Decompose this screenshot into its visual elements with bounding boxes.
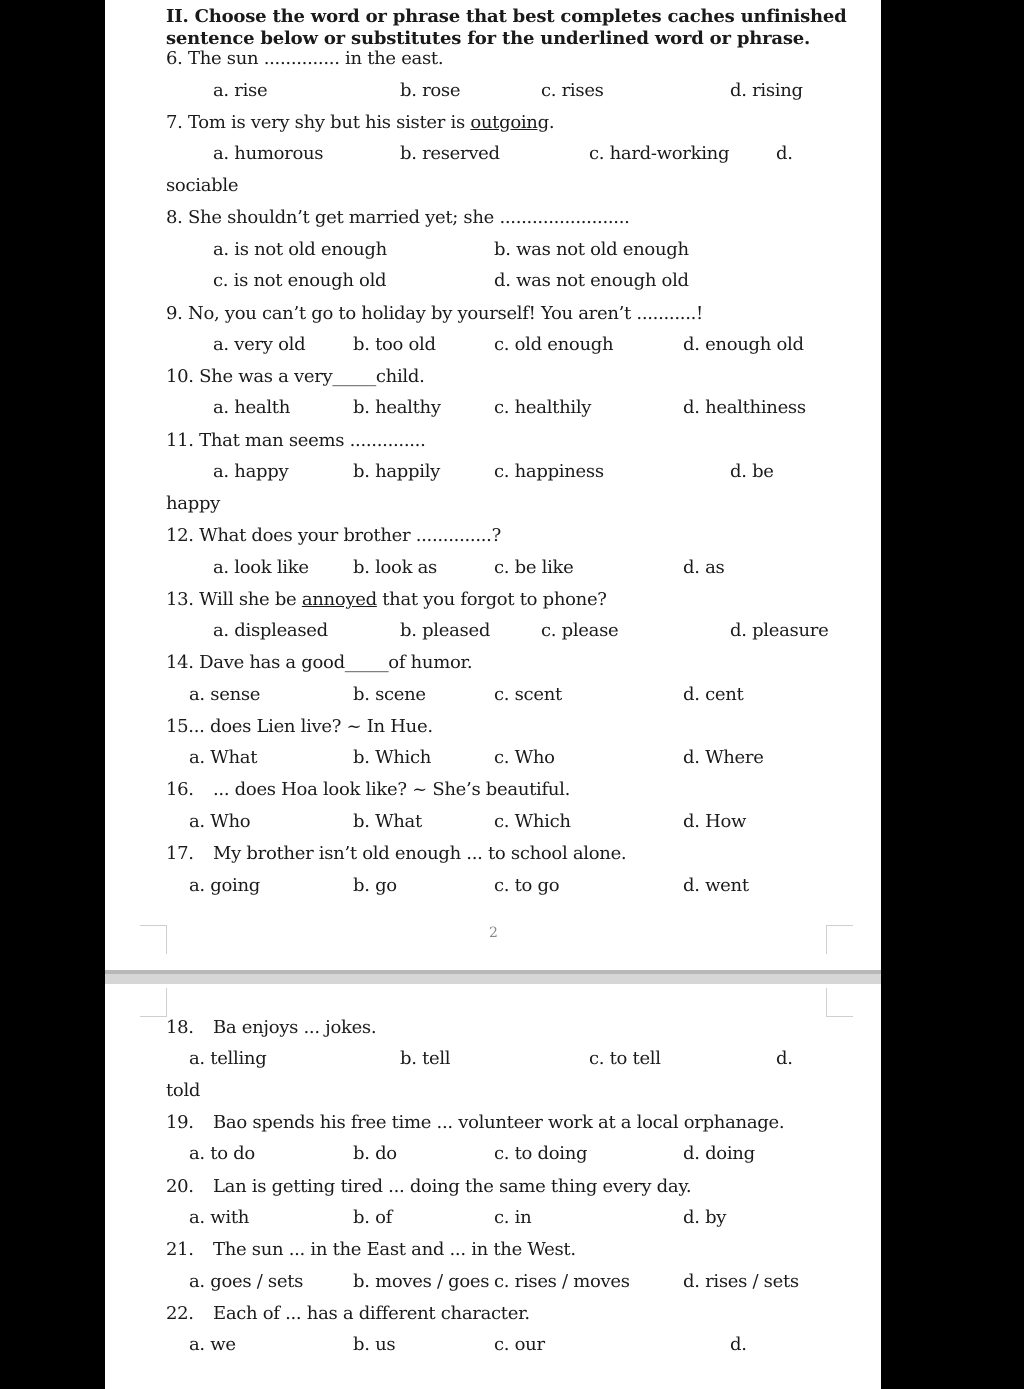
question-21-option-b[interactable]: b. moves / goes xyxy=(353,1271,490,1292)
question-16-option-a[interactable]: a. Who xyxy=(189,811,251,832)
question-15-option-b[interactable]: b. Which xyxy=(353,747,432,768)
question-10-stem: 10. She was a very_____child. xyxy=(166,366,425,387)
question-11-option-c[interactable]: c. happiness xyxy=(494,461,604,482)
question-13-stem-text: 13. Will she be xyxy=(166,589,302,610)
question-10-option-a[interactable]: a. health xyxy=(213,397,291,418)
margin-corner-mark xyxy=(826,988,853,1017)
question-10-option-c[interactable]: c. healthily xyxy=(494,397,592,418)
question-18-option-a[interactable]: a. telling xyxy=(189,1048,267,1069)
question-11-option-d[interactable]: d. be xyxy=(730,461,774,482)
question-11-option-a[interactable]: a. happy xyxy=(213,461,289,482)
question-19-stem: Bao spends his free time ... volunteer work at a local orphanage. xyxy=(213,1112,785,1133)
question-12-option-c[interactable]: c. be like xyxy=(494,557,574,578)
question-18-option-b[interactable]: b. tell xyxy=(400,1048,451,1069)
underlined-word: outgoing xyxy=(470,112,549,133)
question-15-option-a[interactable]: a. What xyxy=(189,747,258,768)
question-20-option-b[interactable]: b. of xyxy=(353,1207,392,1228)
question-21-option-a[interactable]: a. goes / sets xyxy=(189,1271,304,1292)
question-6-option-d[interactable]: d. rising xyxy=(730,80,803,101)
question-12-option-a[interactable]: a. look like xyxy=(213,557,309,578)
question-17-option-c[interactable]: c. to go xyxy=(494,875,560,896)
question-13-stem xyxy=(166,589,607,611)
question-13-option-b[interactable]: b. pleased xyxy=(400,620,491,641)
question-14-option-c[interactable]: c. scent xyxy=(494,684,562,705)
question-8-option-c[interactable]: c. is not enough old xyxy=(213,270,387,291)
question-17-option-a[interactable]: a. going xyxy=(189,875,261,896)
question-7-stem xyxy=(166,112,554,134)
question-6-option-c[interactable]: c. rises xyxy=(541,80,604,101)
question-21-stem: The sun ... in the East and ... in the West. xyxy=(213,1239,576,1260)
question-22-option-d[interactable]: d. xyxy=(730,1334,747,1355)
question-6-option-a[interactable]: a. rise xyxy=(213,80,268,101)
question-13-option-c[interactable]: c. please xyxy=(541,620,619,641)
question-18-option-d[interactable]: d. xyxy=(776,1048,793,1069)
question-14-option-b[interactable]: b. scene xyxy=(353,684,426,705)
question-17-option-b[interactable]: b. go xyxy=(353,875,397,896)
question-8-option-b[interactable]: b. was not old enough xyxy=(494,239,689,260)
question-7-option-c[interactable]: c. hard-working xyxy=(589,143,730,164)
question-18-stem: Ba enjoys ... jokes. xyxy=(213,1017,377,1038)
question-8-option-d[interactable]: d. was not enough old xyxy=(494,270,689,291)
question-9-option-c[interactable]: c. old enough xyxy=(494,334,614,355)
question-20-option-c[interactable]: c. in xyxy=(494,1207,532,1228)
question-21-option-d[interactable]: d. rises / sets xyxy=(683,1271,799,1292)
question-12-option-d[interactable]: d. as xyxy=(683,557,725,578)
question-9-option-a[interactable]: a. very old xyxy=(213,334,306,355)
question-18-number: 18. xyxy=(166,1017,194,1038)
question-17-number: 17. xyxy=(166,843,194,864)
question-20-stem: Lan is getting tired ... doing the same thing every day. xyxy=(213,1176,692,1197)
question-16-stem: ... does Hoa look like? ~ She’s beautiful. xyxy=(213,779,571,800)
page-number: 2 xyxy=(489,925,498,941)
question-10-option-d[interactable]: d. healthiness xyxy=(683,397,806,418)
question-15-stem: 15... does Lien live? ~ In Hue. xyxy=(166,716,433,737)
margin-corner-mark xyxy=(140,925,167,954)
question-14-option-a[interactable]: a. sense xyxy=(189,684,261,705)
question-16-option-b[interactable]: b. What xyxy=(353,811,422,832)
question-19-option-a[interactable]: a. to do xyxy=(189,1143,255,1164)
question-7-option-d[interactable]: d. xyxy=(776,143,793,164)
question-6-stem: 6. The sun .............. in the east. xyxy=(166,48,444,69)
question-17-stem: My brother isn’t old enough ... to school alone. xyxy=(213,843,627,864)
question-7-stem-end: . xyxy=(548,112,555,133)
question-9-stem: 9. No, you can’t go to holiday by yourself! You aren’t ...........! xyxy=(166,303,703,324)
section-title-line-1: II. Choose the word or phrase that best completes caches unfinished xyxy=(166,6,847,27)
question-8-stem: 8. She shouldn’t get married yet; she ........................ xyxy=(166,207,630,228)
question-11-option-d-wrap[interactable]: happy xyxy=(166,493,221,514)
question-15-option-d[interactable]: d. Where xyxy=(683,747,764,768)
question-19-option-d[interactable]: d. doing xyxy=(683,1143,755,1164)
question-9-option-b[interactable]: b. too old xyxy=(353,334,436,355)
question-13-stem-end: that you forgot to phone? xyxy=(376,589,607,610)
question-10-option-b[interactable]: b. healthy xyxy=(353,397,441,418)
question-7-stem-text: 7. Tom is very shy but his sister is xyxy=(166,112,471,133)
question-12-option-b[interactable]: b. look as xyxy=(353,557,437,578)
underlined-word: annoyed xyxy=(301,589,377,610)
question-11-stem: 11. That man seems .............. xyxy=(166,430,426,451)
question-16-option-d[interactable]: d. How xyxy=(683,811,747,832)
question-19-number: 19. xyxy=(166,1112,194,1133)
question-14-option-d[interactable]: d. cent xyxy=(683,684,744,705)
question-21-number: 21. xyxy=(166,1239,194,1260)
question-17-option-d[interactable]: d. went xyxy=(683,875,749,896)
question-20-option-d[interactable]: d. by xyxy=(683,1207,727,1228)
question-12-stem: 12. What does your brother ..............? xyxy=(166,525,501,546)
question-8-option-a[interactable]: a. is not old enough xyxy=(213,239,387,260)
question-15-option-c[interactable]: c. Who xyxy=(494,747,555,768)
page-break-separator xyxy=(105,970,881,984)
question-21-option-c[interactable]: c. rises / moves xyxy=(494,1271,630,1292)
margin-corner-mark xyxy=(140,988,167,1017)
question-19-option-b[interactable]: b. do xyxy=(353,1143,397,1164)
question-6-option-b[interactable]: b. rose xyxy=(400,80,461,101)
question-19-option-c[interactable]: c. to doing xyxy=(494,1143,588,1164)
question-22-option-b[interactable]: b. us xyxy=(353,1334,396,1355)
question-9-option-d[interactable]: d. enough old xyxy=(683,334,804,355)
question-11-option-b[interactable]: b. happily xyxy=(353,461,441,482)
question-22-number: 22. xyxy=(166,1303,194,1324)
question-22-option-a[interactable]: a. we xyxy=(189,1334,236,1355)
question-14-stem: 14. Dave has a good_____of humor. xyxy=(166,652,473,673)
question-18-option-d-wrap[interactable]: told xyxy=(166,1080,201,1101)
question-18-option-c[interactable]: c. to tell xyxy=(589,1048,661,1069)
question-7-option-b[interactable]: b. reserved xyxy=(400,143,500,164)
question-16-number: 16. xyxy=(166,779,194,800)
question-20-number: 20. xyxy=(166,1176,194,1197)
question-13-option-d[interactable]: d. pleasure xyxy=(730,620,829,641)
question-13-option-a[interactable]: a. displeased xyxy=(213,620,328,641)
margin-corner-mark xyxy=(826,925,853,954)
question-20-option-a[interactable]: a. with xyxy=(189,1207,250,1228)
section-title-line-2: sentence below or substitutes for the underlined word or phrase. xyxy=(166,28,811,49)
question-7-option-a[interactable]: a. humorous xyxy=(213,143,324,164)
question-7-option-d-wrap[interactable]: sociable xyxy=(166,175,239,196)
question-22-stem: Each of ... has a different character. xyxy=(213,1303,530,1324)
question-22-option-c[interactable]: c. our xyxy=(494,1334,545,1355)
question-16-option-c[interactable]: c. Which xyxy=(494,811,571,832)
